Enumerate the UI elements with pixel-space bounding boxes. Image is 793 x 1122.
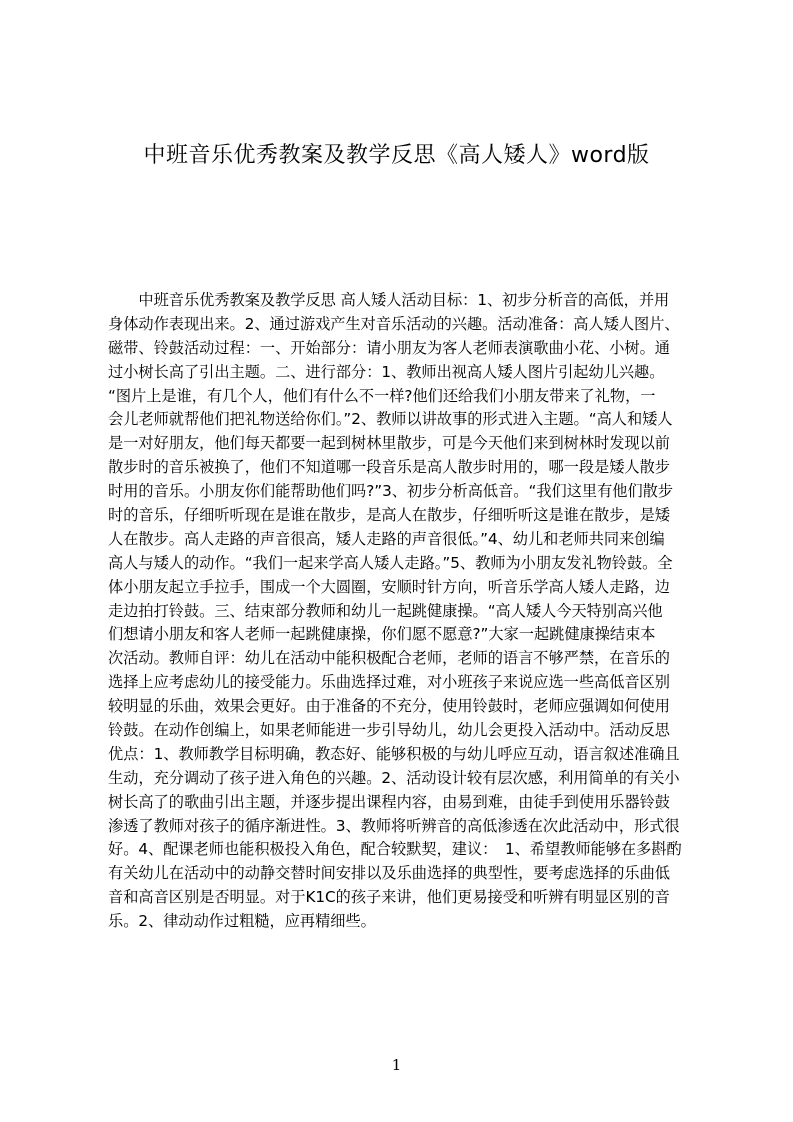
body-line: 渗透了教师对孩子的循序渐进性。3、教师将听辨音的高低渗透在次此活动中，形式很 [108, 816, 680, 835]
body-line: 人在散步。高人走路的声音很高，矮人走路的声音很低。”4、幼儿和老师共同来创编 [108, 529, 665, 548]
body-line: 走边拍打铃鼓。三、结束部分教师和幼儿一起跳健康操。“高人矮人今天特别高兴他 [108, 601, 663, 620]
body-line: 有关幼儿在活动中的动静交替时间安排以及乐曲选择的典型性，要考虑选择的乐曲低 [108, 864, 670, 883]
body-line: 散步时的音乐被换了，他们不知道哪一段音乐是高人散步时用的，哪一段是矮人散步 [108, 458, 670, 477]
body-line: 音和高音区别是否明显。对于K1C的孩子来讲，他们更易接受和听辨有明显区别的音 [108, 888, 670, 907]
body-line: “图片上是谁，有几个人，他们有什么不一样?他们还给我们小朋友带来了礼物，一 [108, 386, 656, 405]
body-line: 高人与矮人的动作。“我们一起来学高人矮人走路。”5、教师为小朋友发礼物铃鼓。全 [108, 553, 673, 572]
body-line: 会儿老师就帮他们把礼物送给你们。”2、教师以讲故事的形式进入主题。“高人和矮人 [108, 410, 673, 429]
body-line: 们想请小朋友和客人老师一起跳健康操，你们愿不愿意?”大家一起跳健康操结束本 [108, 625, 656, 644]
document-title: 中班音乐优秀教案及教学反思《高人矮人》word版 [143, 143, 650, 168]
body-line: 较明显的乐曲，效果会更好。由于准备的不充分，使用铃鼓时，老师应强调如何使用 [108, 697, 670, 716]
page-number: 1 [391, 1056, 402, 1074]
document-body [108, 289, 698, 1019]
body-line: 生动，充分调动了孩子进入角色的兴趣。2、活动设计较有层次感，利用简单的有关小 [108, 768, 680, 787]
body-line: 磁带、铃鼓活动过程：一、开始部分：请小朋友为客人老师表演歌曲小花、小树。通 [108, 338, 670, 357]
body-line: 身体动作表现出来。2、通过游戏产生对音乐活动的兴趣。活动准备：高人矮人图片、 [108, 314, 680, 333]
body-line: 时用的音乐。小朋友你们能帮助他们吗?”3、初步分析高低音。“我们这里有他们散步 [108, 482, 674, 501]
body-line: 中班音乐优秀教案及教学反思 高人矮人活动目标：1、初步分析音的高低，并用 [108, 291, 670, 309]
body-line: 好。4、配课老师也能积极投入角色，配合较默契，建议： 1、希望教师能够在多斟酌 [108, 840, 682, 859]
body-line: 优点：1、教师教学目标明确，教态好、能够积极的与幼儿呼应互动，语言叙述准确且 [108, 744, 680, 763]
body-line: 乐。2、律动动作过粗糙，应再精细些。 [108, 912, 376, 931]
body-line: 时的音乐，仔细听听现在是谁在散步，是高人在散步，仔细听听这是谁在散步，是矮 [108, 506, 670, 525]
body-line: 过小树长高了引出主题。二、进行部分：1、教师出视高人矮人图片引起幼儿兴趣。 [108, 362, 665, 381]
body-line: 选择上应考虑幼儿的接受能力。乐曲选择过难，对小班孩子来说应选一些高低音区别 [108, 673, 670, 692]
body-line: 铃鼓。在动作创编上，如果老师能进一步引导幼儿，幼儿会更投入活动中。活动反思 [108, 721, 670, 740]
body-line: 是一对好朋友，他们每天都要一起到树林里散步，可是今天他们来到树林时发现以前 [108, 434, 670, 453]
body-line: 体小朋友起立手拉手，围成一个大圆圈，安顺时针方向，听音乐学高人矮人走路，边 [108, 577, 670, 596]
body-line: 树长高了的歌曲引出主题，并逐步提出课程内容，由易到难，由徒手到使用乐器铃鼓 [108, 792, 670, 811]
body-line: 次活动。教师自评：幼儿在活动中能积极配合老师，老师的语言不够严禁，在音乐的 [108, 649, 670, 668]
